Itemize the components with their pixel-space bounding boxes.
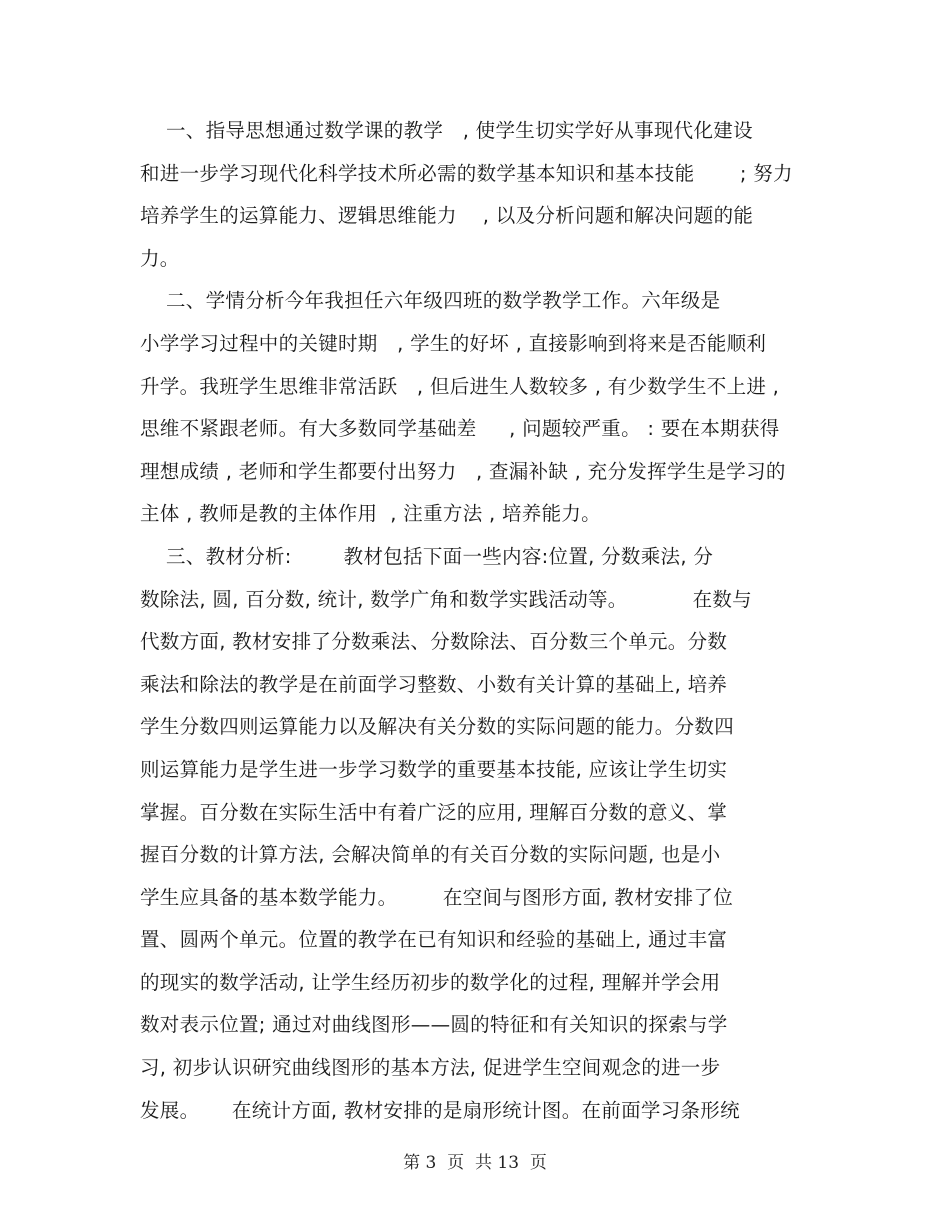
text-line: 乘法和除法的教学是在前面学习整数、小数有关计算的基础上, 培养: [140, 672, 728, 696]
text-line: 升学。我班学生思维非常活跃 , 但后进生人数较多 , 有少数学生不上进 ,: [140, 374, 780, 398]
text-line: 数除法, 圆, 百分数, 统计, 数学广角和数学实践活动等。 在数与: [140, 587, 752, 611]
text-line: 和进一步学习现代化科学技术所必需的数学基本知识和基本技能 ; 努力: [140, 161, 793, 185]
text-line: 代数方面, 教材安排了分数乘法、分数除法、百分数三个单元。分数: [140, 630, 728, 654]
page-footer: 第 3 页 共 13 页: [403, 1153, 547, 1173]
text-line: 二、学情分析今年我担任六年级四班的数学教学工作。六年级是: [140, 289, 721, 313]
text-line: 学生应具备的基本数学能力。 在空间与图形方面, 教材安排了位: [140, 885, 734, 909]
text-line: 一、指导思想通过数学课的教学 , 使学生切实学好从事现代化建设: [140, 119, 753, 142]
text-line: 思维不紧跟老师。有大多数同学基础差 , 问题较严重。 : 要在本期获得: [140, 417, 780, 441]
text-line: 发展。 在统计方面, 教材安排的是扇形统计图。在前面学习条形统: [140, 1098, 740, 1122]
text-line: 培养学生的运算能力、逻辑思维能力 , 以及分析问题和解决问题的能: [140, 204, 754, 228]
text-line: 三、教材分析: 教材包括下面一些内容:位置, 分数乘法, 分: [140, 544, 714, 568]
body-text: [140, 110, 830, 1132]
text-line: 小学学习过程中的关键时期 , 学生的好坏 , 直接影响到将来是否能顺利: [140, 331, 767, 355]
text-line: 习, 初步认识研究曲线图形的基本方法, 促进学生空间观念的进一步: [140, 1056, 721, 1080]
text-line: 力。: [140, 246, 180, 270]
text-line: 数对表示位置; 通过对曲线图形——圆的特征和有关知识的探索与学: [140, 1013, 728, 1037]
text-line: 的现实的数学活动, 让学生经历初步的数学化的过程, 理解并学会用: [140, 970, 721, 994]
text-line: 学生分数四则运算能力以及解决有关分数的实际问题的能力。分数四: [140, 715, 735, 739]
text-line: 置、圆两个单元。位置的教学在已有知识和经验的基础上, 通过丰富: [140, 928, 728, 952]
text-line: 则运算能力是学生进一步学习数学的重要基本技能, 应该让学生切实: [140, 757, 728, 781]
text-line: 主体 , 教师是教的主体作用 , 注重方法 , 培养能力。: [140, 502, 601, 526]
text-line: 理想成绩 , 老师和学生都要付出努力 , 查漏补缺 , 充分发挥学生是学习的: [140, 459, 786, 483]
text-line: 掌握。百分数在实际生活中有着广泛的应用, 理解百分数的意义、掌: [140, 800, 728, 824]
text-line: 握百分数的计算方法, 会解决简单的有关百分数的实际问题, 也是小: [140, 843, 721, 867]
